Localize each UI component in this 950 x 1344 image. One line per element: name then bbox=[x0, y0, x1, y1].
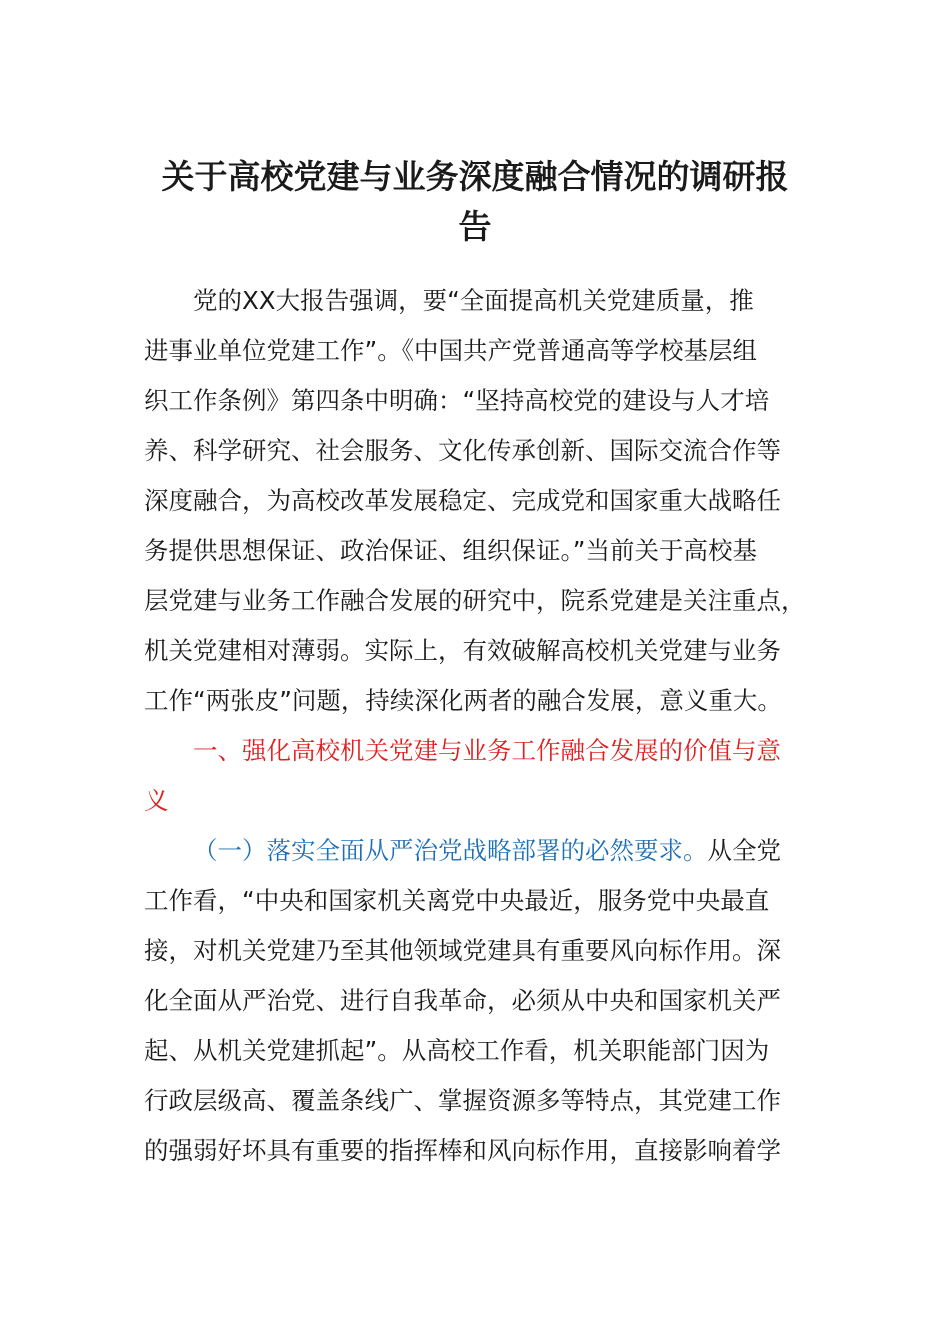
paragraph-intro bbox=[144, 276, 809, 726]
paragraph-line: 起、从机关党建抓起”。从高校工作看，机关职能部门因为 bbox=[144, 1036, 770, 1065]
section-heading-line-2: 义 bbox=[144, 786, 169, 815]
paragraph-line: 党的XX大报告强调，要“全面提高机关党建质量，推 bbox=[193, 286, 754, 315]
paragraph-subsection-1 bbox=[144, 826, 809, 1176]
paragraph-line: 的强弱好坏具有重要的指挥棒和风向标作用，直接影响着学 bbox=[144, 1136, 781, 1165]
paragraph-line: 务提供思想保证、政治保证、组织保证。”当前关于高校基 bbox=[144, 536, 757, 565]
paragraph-line: 养、科学研究、社会服务、文化传承创新、国际交流合作等 bbox=[144, 436, 781, 465]
title-line-2: 告 bbox=[458, 207, 492, 246]
paragraph-line: 工作看，“中央和国家机关离党中央最近，服务党中央最直 bbox=[144, 886, 770, 915]
paragraph-line: 行政层级高、覆盖条线广、掌握资源多等特点，其党建工作 bbox=[144, 1086, 781, 1115]
section-heading-1 bbox=[144, 726, 809, 826]
subsection-heading-1: （一）落实全面从严治党战略部署的必然要求。 bbox=[193, 836, 708, 865]
document-body bbox=[144, 276, 809, 1176]
paragraph-line: 层党建与业务工作融合发展的研究中，院系党建是关注重点， bbox=[144, 586, 806, 615]
paragraph-line: 织工作条例》第四条中明确：“坚持高校党的建设与人才培 bbox=[144, 386, 770, 415]
subsection-first-line-rest: 从全党 bbox=[707, 836, 781, 865]
document-title bbox=[120, 152, 830, 252]
paragraph-line: 进事业单位党建工作”。《中国共产党普通高等学校基层组 bbox=[144, 336, 757, 365]
section-heading-line-1: 一、强化高校机关党建与业务工作融合发展的价值与意 bbox=[193, 736, 781, 765]
paragraph-line: 接，对机关党建乃至其他领域党建具有重要风向标作用。深 bbox=[144, 936, 781, 965]
paragraph-line: 化全面从严治党、进行自我革命，必须从中央和国家机关严 bbox=[144, 986, 781, 1015]
subsection-first-line bbox=[144, 826, 809, 876]
paragraph-line: 机关党建相对薄弱。实际上，有效破解高校机关党建与业务 bbox=[144, 636, 781, 665]
paragraph-line: 工作“两张皮”问题，持续深化两者的融合发展，意义重大。 bbox=[144, 686, 782, 715]
paragraph-line: 深度融合，为高校改革发展稳定、完成党和国家重大战略任 bbox=[144, 486, 781, 515]
title-line-1: 关于高校党建与业务深度融合情况的调研报 bbox=[161, 157, 789, 196]
